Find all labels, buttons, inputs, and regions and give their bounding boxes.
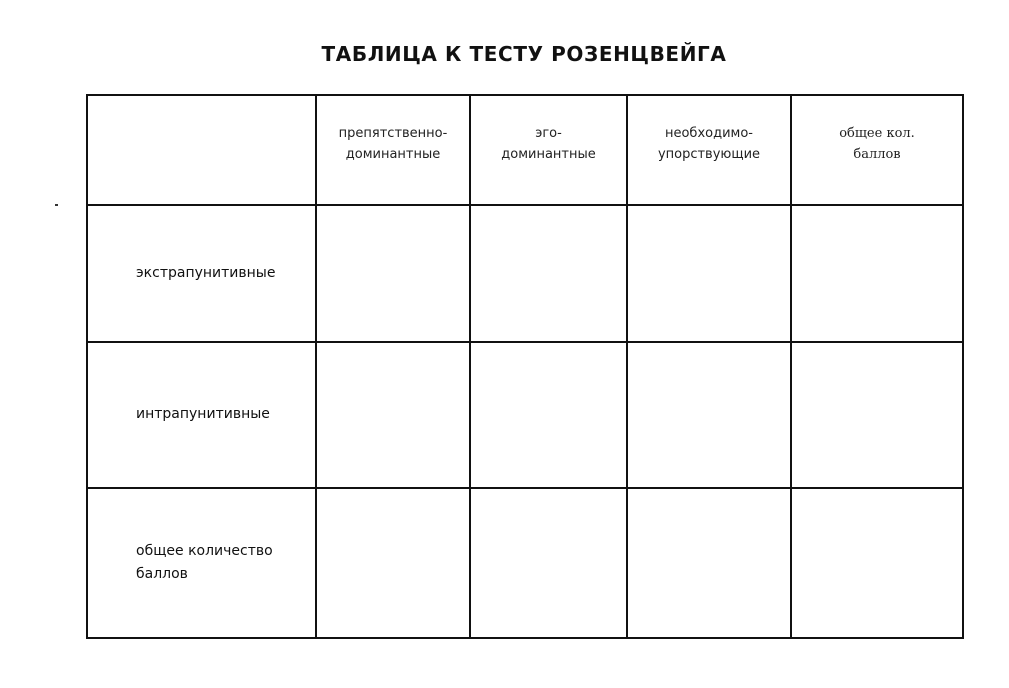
table-cell	[470, 342, 627, 488]
row-label-text: баллов	[136, 565, 188, 582]
table-cell	[627, 342, 791, 488]
table-row	[87, 342, 963, 488]
header-text: необходимо-	[664, 125, 753, 141]
table-row	[87, 205, 963, 342]
table-cell	[627, 205, 791, 342]
table-cell	[316, 342, 470, 488]
row-label-text: общее количество	[136, 542, 273, 559]
header-cell-need-persistent	[627, 95, 791, 205]
document-title-wrap	[86, 42, 962, 66]
header-text: эго-	[535, 125, 562, 141]
corner-cell	[87, 95, 316, 205]
rosenzweig-table	[86, 94, 964, 639]
header-cell-obstacle-dominant	[316, 95, 470, 205]
table-cell	[791, 342, 963, 488]
table-cell	[791, 488, 963, 638]
header-text: доминантные	[345, 146, 441, 162]
header-text: упорствующие	[657, 146, 761, 162]
header-text: доминантные	[501, 146, 596, 162]
table-row	[87, 488, 963, 638]
stray-mark	[55, 204, 58, 206]
row-label-intrapunitive	[87, 342, 316, 488]
header-text: общее кол.	[839, 125, 915, 141]
row-label-total-score	[87, 488, 316, 638]
row-label-text: интрапунитивные	[136, 406, 270, 423]
table-cell	[791, 205, 963, 342]
row-label-text: экстрапунитивные	[136, 264, 276, 281]
table-cell	[316, 205, 470, 342]
table-cell	[470, 205, 627, 342]
table-cell	[627, 488, 791, 638]
table-cell	[316, 488, 470, 638]
header-text: препятственно-	[338, 125, 448, 141]
header-cell-total-score	[791, 95, 963, 205]
row-label-extrapunitive	[87, 205, 316, 342]
header-cell-ego-dominant	[470, 95, 627, 205]
header-row	[87, 95, 963, 205]
document-title: ТАБЛИЦА К ТЕСТУ РОЗЕНЦВЕЙГА	[321, 42, 727, 66]
header-text: баллов	[853, 146, 901, 162]
table-cell	[470, 488, 627, 638]
